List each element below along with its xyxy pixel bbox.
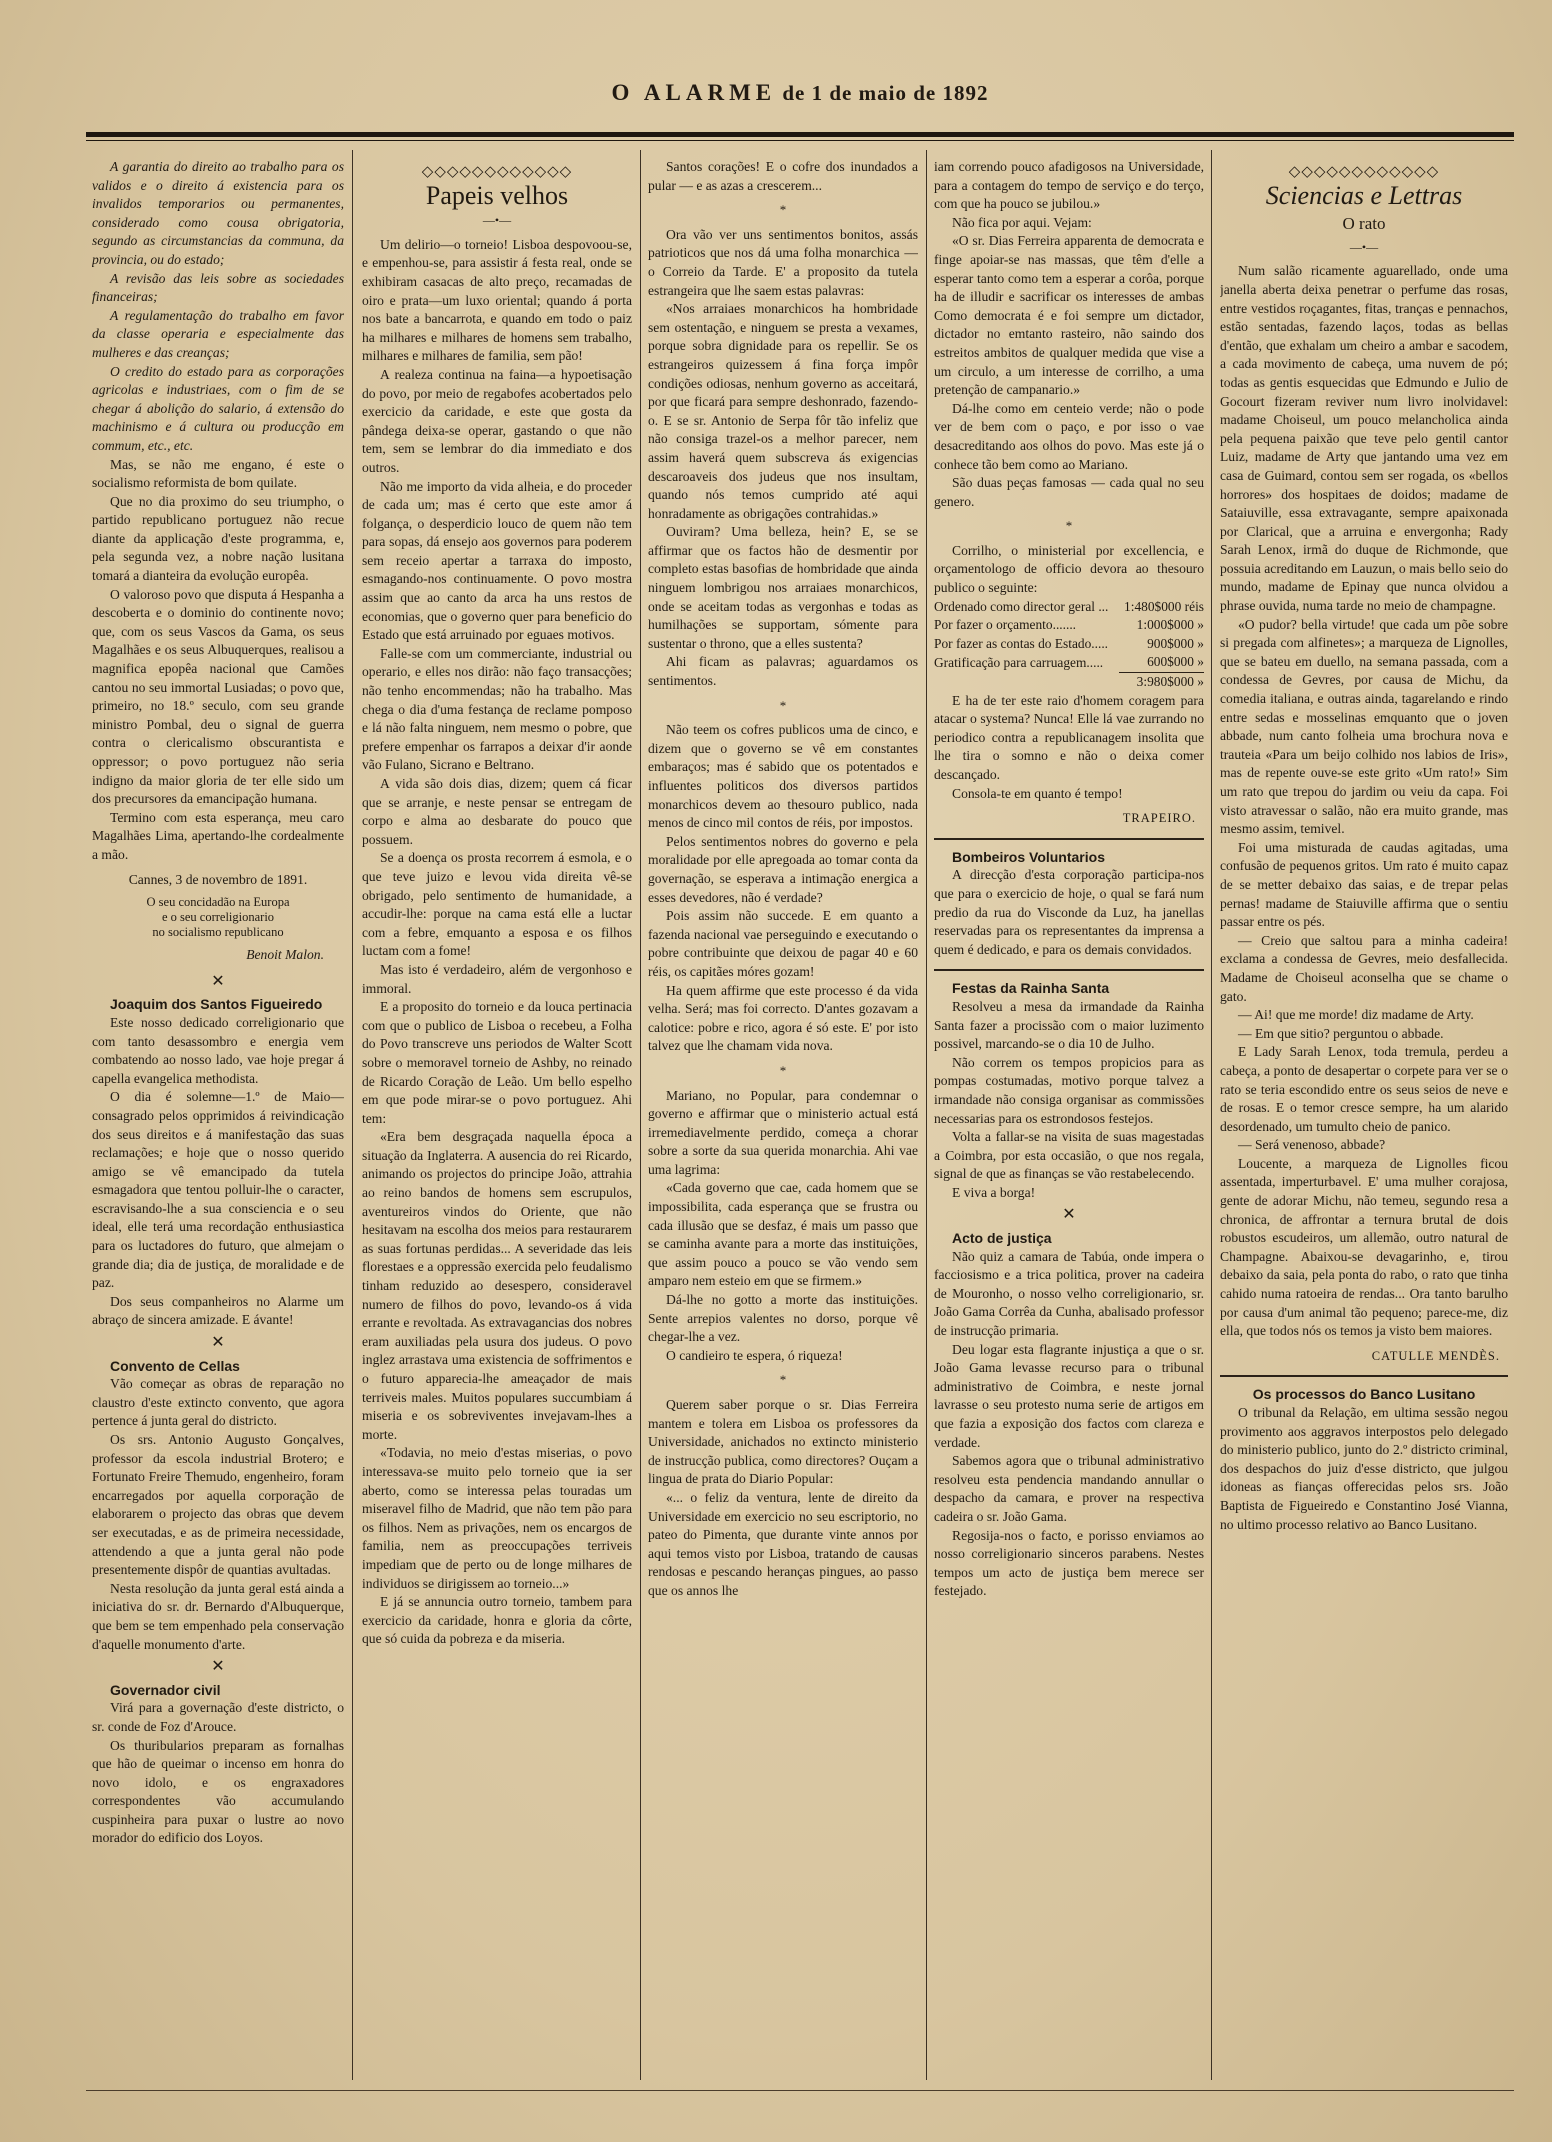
paragraph: iam correndo pouco afadigosos na Universidade, para a contagem do tempo de serviço e do terço, com que ha pouco se jubilou.» xyxy=(934,159,1204,212)
paragraph: Vão começar as obras de reparação no claustro d'este extincto convento, que agora pertence á junta geral do districto. xyxy=(92,1376,344,1429)
separator-cross: ✕ xyxy=(211,1658,225,1676)
paragraph: Os srs. Antonio Augusto Gonçalves, professor da escola industrial Brotero; e Fortunato Freire Themudo, engenheiro, foram encarregados por aquella corporação de elaborarem o projecto das obras que devem ser executadas, e as de primeira necessidade, attendendo a que a junta geral não pode presentemente dispôr de quantias avultadas. xyxy=(92,1432,344,1578)
paragraph: Pelos sentimentos nobres do governo e pela moralidade por elle apregoada ao tomar conta da governação, se esperava a intimação energica a esses devedores, não é verdade? xyxy=(648,833,918,905)
article-heading: Bombeiros Voluntarios xyxy=(952,848,1105,865)
paragraph: Nesta resolução da junta geral está ainda a iniciativa do sr. dr. Bernardo d'Albuquerque, que bem se tem empenhado pela conservação d'aquelle monumento d'arte. xyxy=(92,1580,344,1652)
article-heading: Os processos do Banco Lusitano xyxy=(1252,1386,1476,1403)
budget-row xyxy=(934,598,1204,617)
separator-star: * xyxy=(779,1062,787,1078)
budget-label: Ordenado como director geral ... xyxy=(934,598,1109,614)
ornament-border: ◇◇◇◇◇◇◇◇◇◇◇◇ xyxy=(421,162,573,180)
budget-label: Por fazer as contas do Estado..... xyxy=(934,635,1109,651)
closing-line: e o seu correligionario xyxy=(161,910,275,925)
separator-star: * xyxy=(779,697,787,713)
budget-label xyxy=(934,673,1119,692)
budget-row xyxy=(934,635,1204,654)
budget-label: Gratificação para carruagem..... xyxy=(934,654,1104,670)
paragraph: O candieiro te espera, ó riqueza! xyxy=(666,1347,843,1363)
paragraph: Querem saber porque o sr. Dias Ferreira mantem e tolera em Lisboa os professores da Universidade, anichados no extincto ministerio de instrucção publica, como directores? Ouçam a lingua de prata do Diario Popular: xyxy=(648,1397,918,1487)
column-5 xyxy=(1220,158,1508,2118)
paragraph: E Lady Sarah Lenox, toda tremula, perdeu a cabeça, a ponto de desapertar o corpete para ver se o rato se teria escondido entre os seus seios de neve e de rosas. E o temor cresce sempre, ha um alarido desordenado, um tumulto cheio de panico. xyxy=(1220,1044,1508,1134)
separator-star: * xyxy=(779,202,787,218)
issue-date: de 1 de maio de 1892 xyxy=(782,81,989,105)
article-heading: Convento de Cellas xyxy=(110,1357,240,1374)
budget-total-row xyxy=(934,673,1204,692)
paragraph: Mas, se não me engano, é este o socialismo reformista de bom quilate. xyxy=(92,456,344,491)
quotation: «... o feliz da ventura, lente de direito da Universidade em exercicio no seu escriptorio, no pateo do Pimenta, que durante vinte annos por aqui temos visto por Lisboa, tratando de causas rendosas e pescando heranças pingues, ao passo que os annos lhe xyxy=(648,1489,918,1598)
paragraph: O tribunal da Relação, em ultima sessão negou provimento aos aggravos interpostos pelo delegado do ministerio publico, junto do 2.º districto criminal, dos despachos do juiz d'esse districto, que julgou idoneas as fianças offerecidas pelos srs. João Baptista de Figueiredo e Constantino José Vianna, no ultimo processo relativo ao Banco Lusitano. xyxy=(1220,1405,1508,1532)
paragraph: Mas isto é verdadeiro, além de vergonhoso e immoral. xyxy=(362,961,632,996)
separator-star: * xyxy=(1065,518,1073,534)
paper-name: O ALARME xyxy=(611,80,777,105)
column-2 xyxy=(362,158,632,2118)
column-4 xyxy=(934,158,1204,2118)
quotation: «Era bem desgraçada naquella época a situação da Inglaterra. A ausencia do rei Ricardo, animando os projectos do principe João, attrahia ao reino bandos de homens sem escrupulos, aventureiros vindos do Oriente, que não hesitavam na escolha dos meios para restaurarem as suas fortunas perdidas... A severidade das leis florestaes e a oppressão exercida pelo feudalismo tinham reduzido ao desespero, consideravel numero de filhos do povo, levando-os á vida errante e revoltada. As extravagancias dos nobres eram auxiliadas pela usura dos judeus. O povo inglez arrastava uma existencia de soffrimentos e o futuro apparecia-lhe ameaçador de mais terriveis males. Muitos populares succumbiam á miseria e os sobreviventes invejavam-lhes a morte. xyxy=(362,1129,632,1442)
closing-line: no socialismo republicano xyxy=(152,925,284,940)
article-heading: Joaquim dos Santos Figueiredo xyxy=(110,996,323,1013)
paragraph: Não quiz a camara de Tabúa, onde impera o facciosismo e a trica politica, prover na cadeira de Mouronho, o nosso velho correligionario, sr. João Gama Corrêa da Cunha, abalisado professor de instrucção primaria. xyxy=(934,1248,1204,1339)
budget-label: Por fazer o orçamento....... xyxy=(934,617,1077,633)
paragraph: Falle-se com um commerciante, industrial ou operario, e elles nos dirão: não faço transacções; não tenho encommendas; não ha trabalho. Mas chega o dia d'uma festança de reclame pomposo e lá não falta ninguem, nem mesmo o pobre, que prefere empenhar os farrapos a deixar d'ir aonde vão Fulano, Sicrano e Beltrano. xyxy=(362,645,632,773)
separator-cross: ✕ xyxy=(211,972,225,990)
section-title: Sciencias e Lettras xyxy=(1265,180,1463,210)
paragraph: Deu logar esta flagrante injustiça a que o sr. João Gama levasse recurso para o tribunal administrativo de Coimbra, e neste jornal lavrasse o seu protesto numa serie de artigos em que fazia a exposição dos factos com clareza e verdade. xyxy=(934,1341,1204,1450)
paragraph: Dá-lhe no gotto a morte das instituições. Sente arrepios valentes no dorso, porque vê chegar-lhe a vez. xyxy=(648,1292,918,1345)
separator-star: * xyxy=(779,1372,787,1388)
budget-row xyxy=(934,653,1204,672)
paragraph: Dos seus companheiros no Alarme um abraço de sincera amizade. E ávante! xyxy=(92,1293,344,1328)
column-divider xyxy=(926,150,927,2080)
article-heading: Festas da Rainha Santa xyxy=(952,980,1110,997)
paragraph: Num salão ricamente aguarellado, onde uma janella aberta deixa penetrar o perfume das rosas, entre vestidos roçagantes, fitas, tranças e pennachos, estão sentadas, fazendo laços, todas as bellas d'então, que exhalam um cheiro a ambar e sacodem, a cada movimento de cabeça, uma nuvem de pó; todas as gentis esquecidas que Edmundo e Julio de Gocourt fizeram reviver num livro inolvidavel: madame Choiseul, um pouco melancholica ainda pela pequena paixão que teve pelo gentil cantor Luiz, madame de Arty que jantando uma vez em casa de Guimard, contou sem ser rogada, os «bellos horrores» dos hospitaes de doidos; madame de Sataiuville, essa extravagante, sempre apaixonada por Clarical, que a arruina e envergonha; Rady Sarah Lenox, irmã do duque de Richmonde, que possuia acreditando em Lauzun, o mais bello seio do mundo, madame de Epinay que nunca olvidou a phrase ouvida, numa tarde no meio de champagne. xyxy=(1220,263,1508,614)
section-title: Papeis velhos xyxy=(425,180,569,210)
paragraph: O valoroso povo que disputa á Hespanha a descoberta e o dominio do continente novo; que, com os seus Vascos da Gama, os seus Magalhães e os seus Albuquerques, realisou a magnifica epopêa nacional que Camões cantou no seu immortal Lusiadas; o povo que, primeiro, no 18.º seculo, com seu grande ministro Pombal, deu o signal de guerra contra o clericalismo obscurantista e oppressor; o povo portuguez não seria indigno da maior gloria de ter elle sido um dos precursores da emancipação humana. xyxy=(92,586,344,807)
paragraph: Consola-te em quanto é tempo! xyxy=(952,785,1123,801)
paragraph: E viva a borga! xyxy=(952,1184,1036,1200)
masthead-rule-thin xyxy=(86,140,1514,141)
section-rule xyxy=(934,969,1204,971)
paragraph: — Ai! que me morde! diz madame de Arty. xyxy=(1238,1007,1474,1023)
paragraph: — Em que sitio? perguntou o abbade. xyxy=(1238,1025,1444,1041)
column-divider xyxy=(640,150,641,2080)
quotation: «Cada governo que cae, cada homem que se impossibilita, cada esperança que se frustra ou cada illusão que se desfaz, é mais um passo que se caminha avante para a morte das instituições, que assim pouco a pouco se vão vendo sem amparo nem esteio em que se firmem.» xyxy=(648,1180,918,1289)
paragraph: Resolveu a mesa da irmandade da Rainha Santa fazer a procissão com o maior luzimento possivel, marcando-se o dia 10 de Julho. xyxy=(934,998,1204,1052)
quotation: «O sr. Dias Ferreira apparenta de democrata e finge apoiar-se nas massas, que têm d'elle a esperar tanto como tem a esperar a corôa, porque ha de illudir e sacrificar os interesses de ambas Como democrata é e foi sempre um dictador, dictador no emtanto rasteiro, não saindo dos estreitos ambitos de qualquer medida que vise a um circulo, a um interesse de corrilho, a uma pretenção de campanario.» xyxy=(934,233,1204,398)
paragraph: Santos corações! E o cofre dos inundados a pular — e as azas a crescerem... xyxy=(648,159,918,193)
paragraph: Um delirio—o torneio! Lisboa despovoou-se, e empenhou-se, para assistir á festa real, onde se exhibiram casacas de alto preço, recamadas de oiro e prata—um luxo oriental; quando á porta nos bate a bancarrota, e quando em todo o paiz ha milhares e milhares de homens sem trabalho, milhares e milhares de familia, sem pão! xyxy=(362,236,632,364)
article-title: O rato xyxy=(1342,214,1386,234)
paragraph: Se a doença os prosta recorrem á esmola, e o que teve juizo e levou vida direita vê-se obrigado, pelo sentimento de humanidade, a accudir-lhe: porque na cama está elle a luctar com a febre, emquanto a esposa e os filhos luctam com a fome! xyxy=(362,850,632,959)
paragraph: Sabemos agora que o tribunal administrativo resolveu esta pendencia mandando annullar o despacho da camara, e prover na respectiva cadeira o sr. João Gama. xyxy=(934,1453,1204,1524)
budget-table xyxy=(934,598,1204,692)
paragraph: Não correm os tempos propicios para as pompas costumadas, motivo porque talvez a irmandade não consiga organisar as commissões necessarias para os estrondosos festejos. xyxy=(934,1054,1204,1126)
paragraph: A garantia do direito ao trabalho para os validos e o direito á existencia para os invalidos temporarios ou permanentes, considerado como cousa obrigatoria, segundo as circumstancias da communa, da provincia, ou do estado; xyxy=(92,159,344,267)
column-divider xyxy=(352,150,353,2080)
paragraph: Virá para a governação d'este districto, o sr. conde de Foz d'Arouce. xyxy=(92,1700,344,1734)
paragraph: Ahi ficam as palavras; aguardamos os sentimentos. xyxy=(648,654,918,689)
paragraph: Volta a fallar-se na visita de suas magestadas a Coimbra, por esta occasião, o que nos regala, signal de que as finanças se vão restabelecendo. xyxy=(934,1129,1204,1182)
paragraph: A realeza continua na faina—a hypoetisação do povo, por meio de regabofes acobertados pelo exercicio da caridade, e este que gosta da pândega deixa-se operar, gastando o que não tem, sem se lembrar do dia immediato e dos outros. xyxy=(362,366,632,475)
paragraph: Pois assim não succede. E em quanto a fazenda nacional vae perseguindo e executando o pobre contribuinte que deixou de pagar 40 e 60 réis, os capitães móres gozam! xyxy=(648,908,918,979)
paragraph: A direcção d'esta corporação participa-nos que para o exercicio de hoje, o qual se fará num predio da rua do Visconde da Luz, ha janellas reservadas para os representantes da imprensa a quem é dedicado, e para os demais convidados. xyxy=(934,867,1204,957)
column-3 xyxy=(648,158,918,2118)
paragraph: Foi uma misturada de caudas agitadas, uma confusão de pequenos gritos. Um rato é muito capaz de se metter debaixo das saias, e de trepar pelas pernas! madame de Staiuville affirma que o sentiu passar entre os pés. xyxy=(1220,839,1508,930)
paragraph: Mariano, no Popular, para condemnar o governo e affirmar que o ministerio actual está irremediavelmente perdido, começa a chorar sobre a sorte da sua querida monarchia. Ahi vae uma lagrima: xyxy=(648,1087,918,1177)
section-rule xyxy=(934,838,1204,840)
paragraph: Dá-lhe como em centeio verde; não o pode ver de bem com o paço, e por isso o vae desacreditando aos olhos do povo. Mas este já o conhece tão bem como ao Mariano. xyxy=(934,400,1204,472)
paragraph: «O pudor? bella virtude! que cada um põe sobre si pregada com alfinetes»; a marqueza de Lignolles, que se bateu em duello, na semana passada, com a condessa de Gevres, por causa de Michu, da comedia italiana, e outras ainda, tagarelando e rindo entre sedas e mosselinas emquanto que o joven abbade, num canto folheia uma brochura nova e trauteia «Para um beijo colhido nos labios de Iris», mas de repente ouve-se este grito «Um rato!» Sim um rato que trepou do jardim ou veiu da capa. Foi visto atravessar o salão, não era muito grande, mas mesmo assim, temivel. xyxy=(1220,616,1508,837)
paragraph: Não me importo da vida alheia, e do proceder de cada um; mas é certo que este amor á folgança, o desperdicio louco de quem não tem para sopas, dá ensejo aos governos para poderem sem receio apertar a tarraxa do imposto, esmagando-nos continuamente. O povo mostra assim que ao canto da arca ha uns restos de economias, que o governo quer para beneficio do Estado que está arruinado por eguaes motivos. xyxy=(362,478,632,643)
title-dash: —•— xyxy=(482,213,512,228)
paragraph: E ha de ter este raio d'homem coragem para atacar o systema? Nunca! Elle lá vae zurrando no periodico contra a republicanagem insolita que lhe tira o somno e não o deixa comer descançado. xyxy=(934,692,1204,782)
budget-value: 600$000 » xyxy=(1147,654,1204,670)
column-divider xyxy=(1211,150,1212,2080)
masthead-rule xyxy=(86,132,1514,137)
paragraph: Que no dia proximo do seu triumpho, o partido republicano portuguez não recue diante da applicação d'este programma, e, pela segunda vez, a nobre nação lusitana tomará a dianteira da evolução europêa. xyxy=(92,493,344,584)
quotation: «Todavia, no meio d'estas miserias, o povo interessava-se muito pelo torneio que ia ser aberto, como se interessa pelas touradas um miseravel filho de Madrid, que não tem pão para os filhos. Nem as privações, nem os encargos de familia, nem as preoccupações terriveis impediam que de perto ou de longe milhares de individuos se dirigissem ao torneio...» xyxy=(362,1445,632,1591)
paragraph: A vida são dois dias, dizem; quem cá ficar que se arranje, e neste pensar se entregam de corpo e alma ao desbarate do pouco que possuem. xyxy=(362,776,632,847)
budget-value: 900$000 » xyxy=(1147,635,1204,651)
paragraph: E já se annuncia outro torneio, tambem para exercicio da caridade, honra e gloria da côrte, que só cuida da pobreza e da miseria. xyxy=(362,1594,632,1647)
bottom-rule xyxy=(86,2090,1514,2091)
budget-value: 1:000$000 » xyxy=(1136,617,1204,633)
closing-line: O seu concidadão na Europa xyxy=(146,895,290,910)
article-heading: Governador civil xyxy=(110,1681,221,1698)
paragraph: E a proposito do torneio e da louca pertinacia com que o publico de Lisboa o recebeu, a Folha do Povo transcreve uns periodos de Walter Scott sobre o memoravel torneio de Ashby, no reinado de Ricardo Coração de Leão. Um bello espelho em que pode mirar-se o povo portuguez. Ahi tem: xyxy=(362,999,632,1126)
signature: TRAPEIRO. xyxy=(1122,811,1196,826)
paragraph: Loucente, a marqueza de Lignolles ficou assentada, imperturbavel. E' uma mulher corajosa, gente de adorar Michu, não temeu, segundo resa a chronica, de affrontar a ternura brutal de dois robustos escudeiros, um allemão, outro natural de Champagne. Abaixou-se devagarinho, e, tirou debaixo da saia, pela ponta do rabo, o rato que tinha cahido numa ratoeira de rendas... Ora tanto barulho por causa d'um animal tão pequeno; parece-me, diz ella, que todos nós os temos ja visto bem maiores. xyxy=(1220,1155,1508,1339)
paragraph: A revisão das leis sobre as sociedades financeiras; xyxy=(92,270,344,305)
budget-value: 1:480$000 réis xyxy=(1124,598,1204,614)
masthead xyxy=(90,80,1510,130)
separator-cross: ✕ xyxy=(211,1334,225,1352)
paragraph: Termino com esta esperança, meu caro Magalhães Lima, apertando-lhe cordealmente a mão. xyxy=(92,809,344,862)
section-rule xyxy=(1220,1375,1508,1377)
paragraph: Ouviram? Uma belleza, hein? E, se se affirmar que os factos hão de desmentir por completo estas basofias de hombridade que ainda ninguem lombrigou nos arraiaes monarchicos, onde se aceitam todas as vergonhas e todas as humilhações se supportam, sómente para sustentar o throno, que a elles sustenta? xyxy=(648,524,918,651)
paragraph: Não fica por aqui. Vejam: xyxy=(952,214,1092,230)
separator-cross: ✕ xyxy=(1062,1206,1076,1224)
title-dash: —•— xyxy=(1349,239,1379,254)
paragraph: Os thuribularios preparam as fornalhas que hão de queimar o incenso em honra do novo idolo, e os engraxadores correspondentes vão accumulando cuspinheira para puxar o lustre ao novo morador do edificio dos Loyos. xyxy=(92,1737,344,1846)
paragraph: Ora vão ver uns sentimentos bonitos, assás patrioticos que nos dá uma folha monarchica — o Correio da Tarde. E' a proposito da tutela estrangeira que lhe saem estas palavras: xyxy=(648,226,918,298)
paragraph: Ha quem affirme que este processo é da vida velha. Será; mas foi correcto. D'antes gozavam a calotice: pobre e rico, agora é só este. E' por isto talvez que lhe chamam vida nova. xyxy=(648,982,918,1054)
paragraph: A regulamentação do trabalho em favor da classe operaria e especialmente das mulheres e das creanças; xyxy=(92,307,344,360)
paragraph: — Creio que saltou para a minha cadeira! exclama a condessa de Gevres, meio desfallecida. Madame de Choiseul aconselha que se chame o gato. xyxy=(1220,932,1508,1004)
signature: CATULLE MENDÈS. xyxy=(1371,1348,1500,1363)
column-1 xyxy=(92,158,344,2118)
paragraph: Regosija-nos o facto, e porisso enviamos ao nosso correligionario sinceros parabens. Nestes tempos um acto de justiça bem merece ser festejado. xyxy=(934,1527,1204,1599)
budget-row xyxy=(934,616,1204,635)
ornament-border: ◇◇◇◇◇◇◇◇◇◇◇◇ xyxy=(1288,162,1440,180)
budget-total: 3:980$000 » xyxy=(1119,673,1204,692)
article-heading: Acto de justiça xyxy=(952,1230,1052,1247)
paragraph: O dia é solemne—1.º de Maio—consagrado pelos opprimidos á reivindicação dos seus direitos e á manifestação das suas reclamações; e hoje que o nosso querido amigo se vê emancipado da tutela esmagadora que tentou polluir-lhe o caracter, escravisando-lhe a sua consciencia e o seu ideal, elle terá uma recordação enthusiastica para os luctadores do futuro, que almejam o grande dia; dia de justiça, de moralidade e de paz. xyxy=(92,1089,344,1291)
place-date: Cannes, 3 de novembro de 1891. xyxy=(128,871,308,887)
paragraph: Corrilho, o ministerial por excellencia, e orçamentologo de officio devora ao thesouro publico o seguinte: xyxy=(934,542,1204,596)
paragraph: O credito do estado para as corporações agricolas e industriaes, com o fim de se chegar á abolição do salario, á extensão do machinismo e á cultura ou producção em commum, etc., etc. xyxy=(92,363,344,453)
quotation: «Nos arraiaes monarchicos ha hombridade sem ostentação, e ninguem se presta a vexames, porque sobra dignidade para os repellir. Se os estrangeiros quizessem á fina força impôr condições odiosas, nenhum governo as acceitará, por que ficará para sempre deshonrado, fazendo-o. E se sr. Antonio de Serpa fôr tão infeliz que não consiga trazel-os a melhor parecer, nem assim haverá quem subscreva ás exigencias descaroaveis dos judeus que nos insultam, quando nós temos cumprido até aqui honradamente as obrigações contrahidas.» xyxy=(648,301,918,521)
paragraph: Não teem os cofres publicos uma de cinco, e dizem que o governo se vê em constantes embaraços; mas é sabido que os potentados e influentes politicos dos diversos partidos monarchicos devem ao thesouro publico, nada menos de cinco mil contos de réis, por impostos. xyxy=(648,722,918,831)
paragraph: — Será venenoso, abbade? xyxy=(1238,1137,1386,1153)
signature: Benoit Malon. xyxy=(246,947,324,963)
paragraph: São duas peças famosas — cada qual no seu genero. xyxy=(934,475,1204,509)
paragraph: Este nosso dedicado correligionario que com tanto desassombro e energia vem combatendo ao nosso lado, vae hoje pregar á capella evangelica methodista. xyxy=(92,1014,344,1086)
